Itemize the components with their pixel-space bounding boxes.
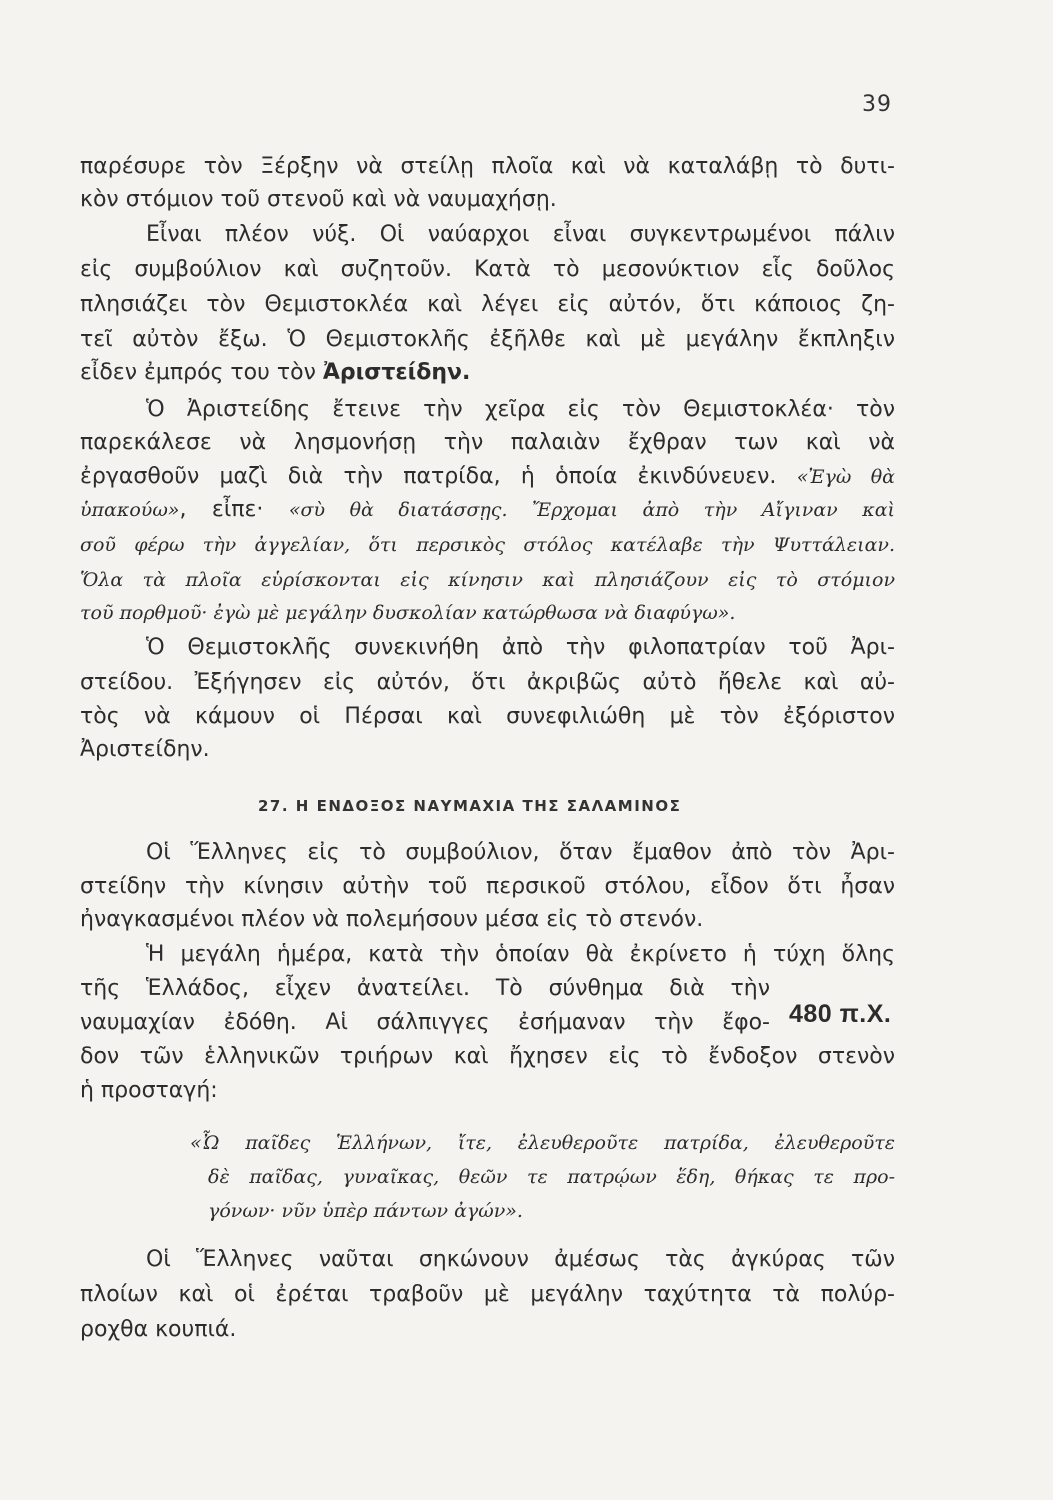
text-line: Ἡ μεγάλη ἡμέρα, κατὰ τὴν ὁποίαν θὰ ἐκρίνετο ἡ τύχη ὅλης	[146, 942, 895, 967]
text-line: τῆς Ἑλλάδος, εἶχεν ἀνατείλει. Τὸ σύνθημα διὰ τὴν	[80, 976, 770, 1001]
text-line: εἰς συμβούλιον καὶ συζητοῦν. Κατὰ τὸ μεσονύκτιον εἷς δοῦλος	[80, 257, 895, 282]
text-line: Ἀριστείδην.	[80, 737, 210, 762]
quote-line: σοῦ φέρω τὴν ἀγγελίαν, ὅτι περσικὸς στόλος κατέλαβε τὴν Ψυττάλειαν.	[80, 534, 895, 556]
text-line: παρεκάλεσε νὰ λησμονήσῃ τὴν παλαιὰν ἔχθραν των καὶ νὰ	[80, 430, 895, 455]
text-fragment: , εἶπε·	[179, 497, 289, 522]
margin-date: 480 π.Χ.	[789, 1000, 892, 1028]
text-line: ροχθα κουπιά.	[80, 1317, 237, 1342]
text-line: ναυμαχίαν ἐδόθη. Αἱ σάλπιγγες ἐσήμαναν τὴν ἔφο-	[80, 1010, 770, 1035]
text-line	[80, 358, 895, 388]
text-line	[80, 462, 895, 492]
verse-line: δὲ παῖδας, γυναῖκας, θεῶν τε πατρῴων ἕδη, θήκας τε προ-	[208, 1166, 895, 1188]
text-line: Ὁ Θεμιστοκλῆς συνεκινήθη ἀπὸ τὴν φιλοπατρίαν τοῦ Ἀρι-	[146, 635, 895, 660]
quote-fragment: «Ἐγὼ θὰ	[796, 466, 895, 488]
text-line: Οἱ Ἕλληνες εἰς τὸ συμβούλιον, ὅταν ἔμαθον ἀπὸ τὸν Ἀρι-	[146, 840, 895, 865]
text-line: τὸς νὰ κάμουν οἱ Πέρσαι καὶ συνεφιλιώθη μὲ τὸν ἐξόριστον	[80, 704, 895, 729]
text-line: τεῖ αὐτὸν ἔξω. Ὁ Θεμιστοκλῆς ἐξῆλθε καὶ μὲ μεγάλην ἔκπληξιν	[80, 327, 895, 352]
text-fragment: εἶδεν ἐμπρός του τὸν	[80, 360, 323, 385]
text-line: ἠναγκασμένοι πλέον νὰ πολεμήσουν μέσα εἰς τὸ στενόν.	[80, 907, 704, 932]
text-line: πλοίων καὶ οἱ ἐρέται τραβοῦν μὲ μεγάλην ταχύτητα τὰ πολύρ-	[80, 1282, 895, 1307]
text-fragment: ἐργασθοῦν μαζὶ διὰ τὴν πατρίδα, ἡ ὁποία ἐκινδύνευεν.	[80, 464, 797, 489]
text-line	[80, 495, 895, 525]
text-line: παρέσυρε τὸν Ξέρξην νὰ στείλῃ πλοῖα καὶ νὰ καταλάβῃ τὸ δυτι-	[80, 154, 895, 179]
quote-fragment: ὑπακούω»	[80, 499, 180, 521]
text-line: στείδου. Ἐξήγησεν εἰς αὐτόν, ὅτι ἀκριβῶς αὐτὸ ἤθελε καὶ αὐ-	[80, 670, 895, 695]
text-line: Εἶναι πλέον νύξ. Οἱ ναύαρχοι εἶναι συγκεντρωμένοι πάλιν	[146, 222, 895, 247]
verse-line: «Ὦ παῖδες Ἑλλήνων, ἴτε, ἐλευθεροῦτε πατρίδα, ἐλευθεροῦτε	[190, 1132, 895, 1154]
name-aristeides: Ἀριστείδην.	[322, 360, 471, 385]
section-heading: 27. Η ΕΝΔΟΞΟΣ ΝΑΥΜΑΧΙΑ ΤΗΣ ΣΑΛΑΜΙΝΟΣ	[258, 797, 682, 815]
text-line: Οἱ Ἕλληνες ναῦται σηκώνουν ἀμέσως τὰς ἀγκύρας τῶν	[146, 1247, 895, 1272]
quote-line: Ὅλα τὰ πλοῖα εὑρίσκονται εἰς κίνησιν καὶ πλησιάζουν εἰς τὸ στόμιον	[80, 569, 895, 591]
text-line: δον τῶν ἑλληνικῶν τριήρων καὶ ἤχησεν εἰς τὸ ἔνδοξον στενὸν	[80, 1044, 895, 1069]
text-line: Ὁ Ἀριστείδης ἔτεινε τὴν χεῖρα εἰς τὸν Θεμιστοκλέα· τὸν	[146, 397, 895, 422]
text-line: ἡ προσταγή:	[80, 1078, 218, 1103]
verse-line: γόνων· νῦν ὑπὲρ πάντων ἀγών».	[208, 1200, 523, 1222]
text-line: στείδην τὴν κίνησιν αὐτὴν τοῦ περσικοῦ στόλου, εἶδον ὅτι ἦσαν	[80, 874, 895, 899]
page-number: 39	[862, 92, 892, 117]
quote-line: τοῦ πορθμοῦ· ἐγὼ μὲ μεγάλην δυσκολίαν κατώρθωσα νὰ διαφύγω».	[80, 602, 736, 624]
text-line: κὸν στόμιον τοῦ στενοῦ καὶ νὰ ναυμαχήσῃ.	[80, 187, 557, 212]
quote-fragment: «σὺ θὰ διατάσσῃς. Ἔρχομαι ἀπὸ τὴν Αἴγιναν καὶ	[288, 499, 895, 521]
text-line: πλησιάζει τὸν Θεμιστοκλέα καὶ λέγει εἰς αὐτόν, ὅτι κάποιος ζη-	[80, 292, 895, 317]
